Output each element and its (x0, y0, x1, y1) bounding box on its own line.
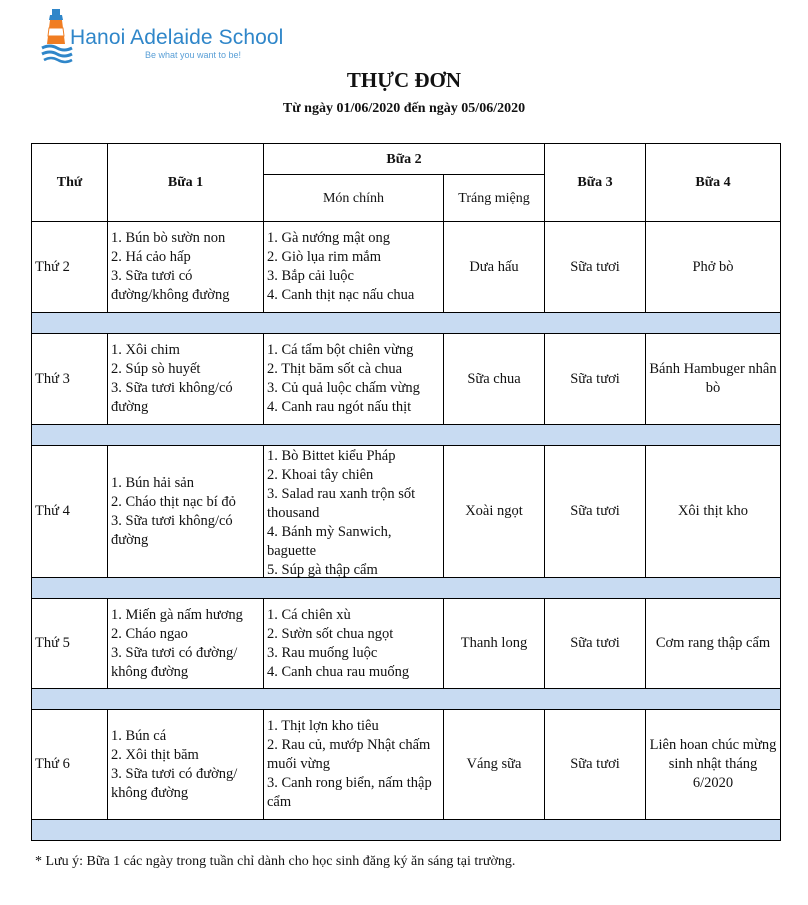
main-dish-item: 1. Gà nướng mật ong (267, 230, 391, 246)
meal1-item: 1. Bún hải sản (111, 474, 194, 491)
meal1-cell (108, 222, 264, 313)
main-dish-item: 1. Thịt lợn kho tiêu (267, 718, 379, 734)
separator-row (32, 425, 781, 446)
main-dish-item: 2. Giò lụa rim mắm (267, 249, 381, 265)
header-day: Thứ (32, 144, 108, 222)
day-cell: Thứ 4 (32, 446, 108, 578)
menu-row (32, 599, 781, 689)
logo-school-name: Hanoi Adelaide School (70, 26, 284, 49)
day-cell: Thứ 5 (32, 599, 108, 689)
meal1-item: 1. Miến gà nấm hương (111, 606, 243, 623)
main-dish-item: 4. Bánh mỳ Sanwich, baguette (267, 523, 392, 559)
dessert-cell: Thanh long (444, 599, 545, 689)
main-dish-cell (264, 446, 444, 578)
meal1-cell (108, 334, 264, 425)
meal1-item: 1. Bún bò sườn non (111, 230, 226, 246)
dessert-cell: Váng sữa (444, 710, 545, 820)
lighthouse-icon (40, 6, 74, 64)
header-meal2: Bữa 2 (264, 144, 545, 175)
header-meal4: Bữa 4 (646, 144, 781, 222)
meal3-cell: Sữa tươi (545, 334, 646, 425)
main-dish-cell (264, 222, 444, 313)
menu-row (32, 334, 781, 425)
day-cell: Thứ 3 (32, 334, 108, 425)
main-dish-item: 3. Canh rong biển, nấm thập cẩm (267, 775, 432, 810)
separator-cell (32, 689, 781, 710)
meal3-cell: Sữa tươi (545, 446, 646, 578)
main-dish-item: 2. Thịt băm sốt cà chua (267, 361, 403, 377)
meal1-item: 2. Súp sò huyết (111, 361, 201, 377)
header-meal3: Bữa 3 (545, 144, 646, 222)
menu-row (32, 446, 781, 578)
day-cell: Thứ 2 (32, 222, 108, 313)
meal1-cell (108, 599, 264, 689)
main-dish-cell (264, 334, 444, 425)
main-dish-item: 2. Rau củ, mướp Nhật chấm muối vừng (267, 737, 431, 772)
main-dish-item: 4. Canh rau ngót nấu thịt (267, 399, 412, 415)
meal1-item: 1. Xôi chim (111, 342, 180, 358)
main-dish-item: 1. Cá chiên xù (267, 606, 351, 623)
meal1-item: 2. Cháo ngao (111, 625, 188, 642)
menu-row (32, 222, 781, 313)
meal1-cell (108, 446, 264, 578)
dessert-cell: Xoài ngọt (444, 446, 545, 578)
separator-row (32, 689, 781, 710)
day-cell: Thứ 6 (32, 710, 108, 820)
footnote: * Lưu ý: Bữa 1 các ngày trong tuần chỉ dành cho học sinh đăng ký ăn sáng tại trường. (35, 854, 516, 869)
meal1-item: 3. Sữa tươi không/có đường (111, 512, 233, 548)
main-dish-item: 2. Sườn sốt chua ngọt (267, 625, 394, 642)
separator-cell (32, 820, 781, 841)
separator-row (32, 820, 781, 841)
main-dish-item: 4. Canh thịt nạc nấu chua (267, 287, 415, 303)
menu-table (31, 143, 781, 841)
meal4-cell: Bánh Hambuger nhân bò (646, 334, 781, 425)
header-meal1: Bữa 1 (108, 144, 264, 222)
meal1-item: 1. Bún cá (111, 727, 167, 744)
school-logo (40, 6, 300, 66)
meal3-cell: Sữa tươi (545, 710, 646, 820)
main-dish-cell (264, 599, 444, 689)
meal3-cell: Sữa tươi (545, 222, 646, 313)
main-dish-item: 3. Bắp cải luộc (267, 268, 354, 284)
header-main-dish: Món chính (264, 175, 444, 222)
main-dish-item: 1. Cá tẩm bột chiên vừng (267, 342, 414, 358)
page-title: THỰC ĐƠN (346, 68, 462, 92)
meal4-cell: Xôi thịt kho (646, 446, 781, 578)
menu-body (32, 222, 781, 841)
logo-tagline: Be what you want to be! (145, 50, 242, 60)
separator-row (32, 313, 781, 334)
main-dish-item: 5. Súp gà thập cẩm (267, 561, 378, 577)
dessert-cell: Dưa hấu (444, 222, 545, 313)
meal4-cell: Cơm rang thập cẩm (646, 599, 781, 689)
header-dessert: Tráng miệng (444, 175, 545, 222)
meal1-item: 2. Cháo thịt nạc bí đỏ (111, 493, 236, 510)
separator-cell (32, 578, 781, 599)
meal1-item: 2. Xôi thịt băm (111, 746, 199, 763)
meal1-item: 3. Sữa tươi không/có đường (111, 380, 233, 415)
meal1-cell (108, 710, 264, 820)
menu-row (32, 710, 781, 820)
main-dish-item: 3. Rau muống luộc (267, 644, 378, 661)
meal4-cell: Liên hoan chúc mừng sinh nhật tháng 6/2020 (646, 710, 781, 820)
meal3-cell: Sữa tươi (545, 599, 646, 689)
main-dish-item: 2. Khoai tây chiên (267, 466, 374, 483)
meal1-item: 3. Sữa tươi có đường/ không đường (111, 765, 238, 801)
main-dish-item: 3. Củ quả luộc chấm vừng (267, 380, 420, 396)
meal1-item: 3. Sữa tươi có đường/không đường (111, 268, 230, 303)
main-dish-item: 1. Bò Bittet kiểu Pháp (267, 447, 396, 464)
main-dish-item: 3. Salad rau xanh trộn sốt thousand (267, 485, 416, 521)
separator-cell (32, 313, 781, 334)
page-subtitle: Từ ngày 01/06/2020 đến ngày 05/06/2020 (282, 101, 526, 116)
main-dish-cell (264, 710, 444, 820)
separator-row (32, 578, 781, 599)
dessert-cell: Sữa chua (444, 334, 545, 425)
meal4-cell: Phở bò (646, 222, 781, 313)
meal1-item: 3. Sữa tươi có đường/ không đường (111, 644, 238, 680)
meal1-item: 2. Há cảo hấp (111, 249, 191, 265)
separator-cell (32, 425, 781, 446)
main-dish-item: 4. Canh chua rau muống (267, 663, 410, 680)
